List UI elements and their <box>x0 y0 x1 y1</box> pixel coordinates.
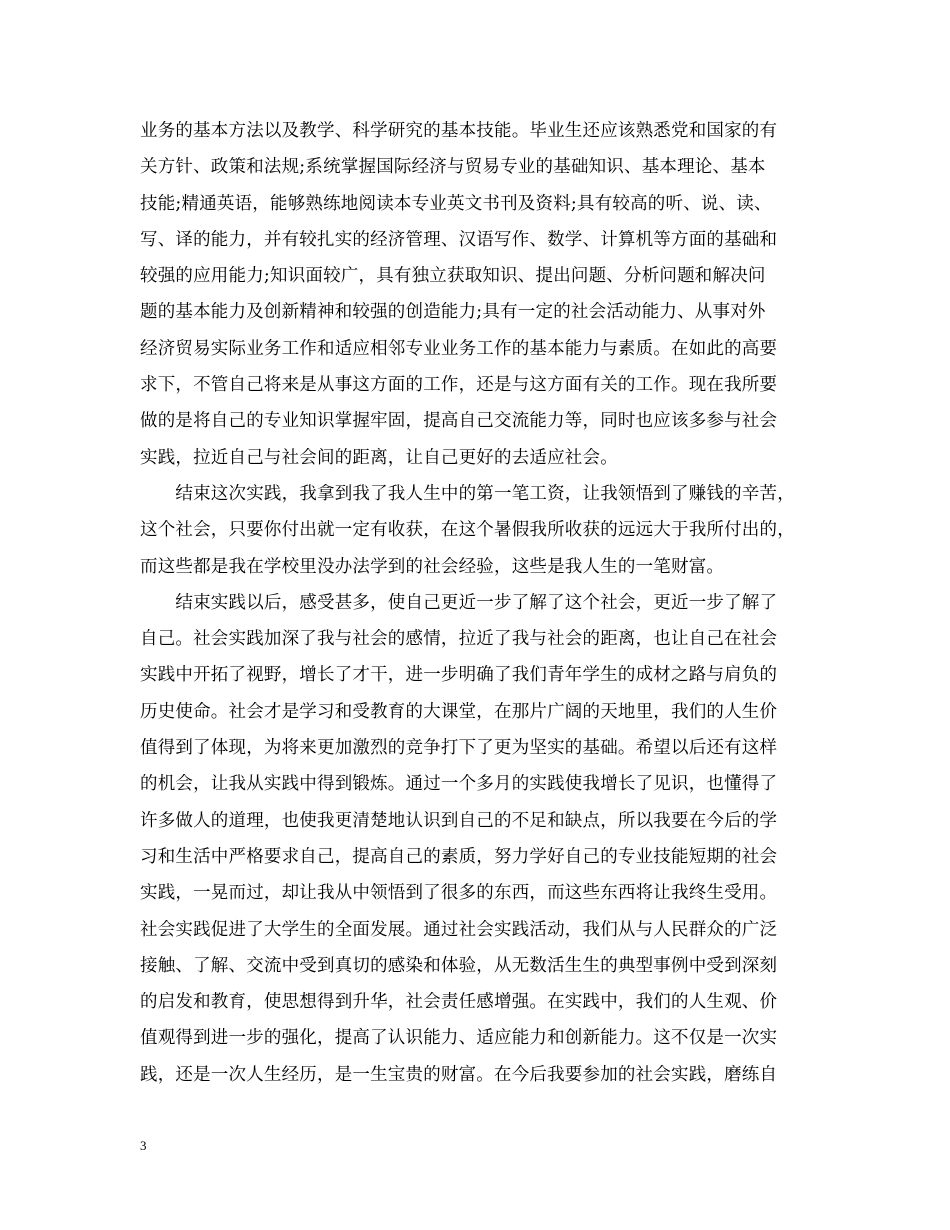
text-line: 自己。社会实践加深了我与社会的感情，拉近了我与社会的距离，也让自己在社会 <box>140 629 778 650</box>
text-line: 业务的基本方法以及教学、科学研究的基本技能。毕业生还应该熟悉党和国家的有 <box>140 121 778 141</box>
text-line: 历史使命。社会才是学习和受教育的大课堂，在那片广阔的天地里，我们的人生价 <box>140 701 778 722</box>
text-line: 践，还是一次人生经历，是一生宝贵的财富。在今后我要参加的社会实践，磨练自 <box>140 1064 778 1085</box>
text-line: 实践中开拓了视野，增长了才干，进一步明确了我们青年学生的成材之路与肩负的 <box>140 665 778 686</box>
text-line: 的机会，让我从实践中得到锻炼。通过一个多月的实践使我增长了见识，也懂得了 <box>140 774 778 795</box>
text-line: 接触、了解、交流中受到真切的感染和体验，从无数活生生的典型事例中受到深刻 <box>140 955 778 976</box>
text-line: 较强的应用能力;知识面较广，具有独立获取知识、提出问题、分析问题和解决问 <box>140 266 766 287</box>
text-line: 社会实践促进了大学生的全面发展。通过社会实践活动，我们从与人民群众的广泛 <box>140 919 778 940</box>
text-line: 题的基本能力及创新精神和较强的创造能力;具有一定的社会活动能力、从事对外 <box>140 302 766 323</box>
text-line: 许多做人的道理，也使我更清楚地认识到自己的不足和缺点，所以我要在今后的学 <box>140 810 778 831</box>
text-line: 而这些都是我在学校里没办法学到的社会经验，这些是我人生的一笔财富。 <box>140 556 725 577</box>
text-line: 做的是将自己的专业知识掌握牢固，提高自己交流能力等，同时也应该多参与社会 <box>140 411 778 432</box>
text-line: 值得到了体现，为将来更加激烈的竞争打下了更为坚实的基础。希望以后还有这样 <box>140 738 778 759</box>
text-line: 实践，拉近自己与社会间的距离，让自己更好的去适应社会。 <box>140 447 618 468</box>
text-line: 习和生活中严格要求自己，提高自己的素质，努力学好自己的专业技能短期的社会 <box>140 846 778 867</box>
text-line: 结束这次实践，我拿到我了我人生中的第一笔工资，让我领悟到了赚钱的辛苦， <box>140 483 795 504</box>
text-line: 这个社会，只要你付出就一定有收获，在这个暑假我所收获的远远大于我所付出的， <box>140 520 795 541</box>
text-line: 技能;精通英语，能够熟练地阅读本专业英文书刊及资料;具有较高的听、说、读、 <box>140 193 772 214</box>
body-text <box>140 113 815 1093</box>
text-line: 结束实践以后，感受甚多，使自己更近一步了解了这个社会，更近一步了解了 <box>140 592 778 613</box>
text-line: 实践，一晃而过，却让我从中领悟到了很多的东西，而这些东西将让我终生受用。 <box>140 883 778 904</box>
page-number: 3 <box>140 1138 147 1153</box>
text-line: 求下，不管自己将来是从事这方面的工作，还是与这方面有关的工作。现在我所要 <box>140 375 778 396</box>
text-line: 关方针、政策和法规;系统掌握国际经济与贸易专业的基础知识、基本理论、基本 <box>140 157 766 178</box>
text-line: 经济贸易实际业务工作和适应相邻专业业务工作的基本能力与素质。在如此的高要 <box>140 338 778 359</box>
text-line: 写、译的能力，并有较扎实的经济管理、汉语写作、数学、计算机等方面的基础和 <box>140 229 778 250</box>
text-line: 值观得到进一步的强化，提高了认识能力、适应能力和创新能力。这不仅是一次实 <box>140 1028 778 1049</box>
text-line: 的启发和教育，使思想得到升华，社会责任感增强。在实践中，我们的人生观、价 <box>140 992 778 1013</box>
